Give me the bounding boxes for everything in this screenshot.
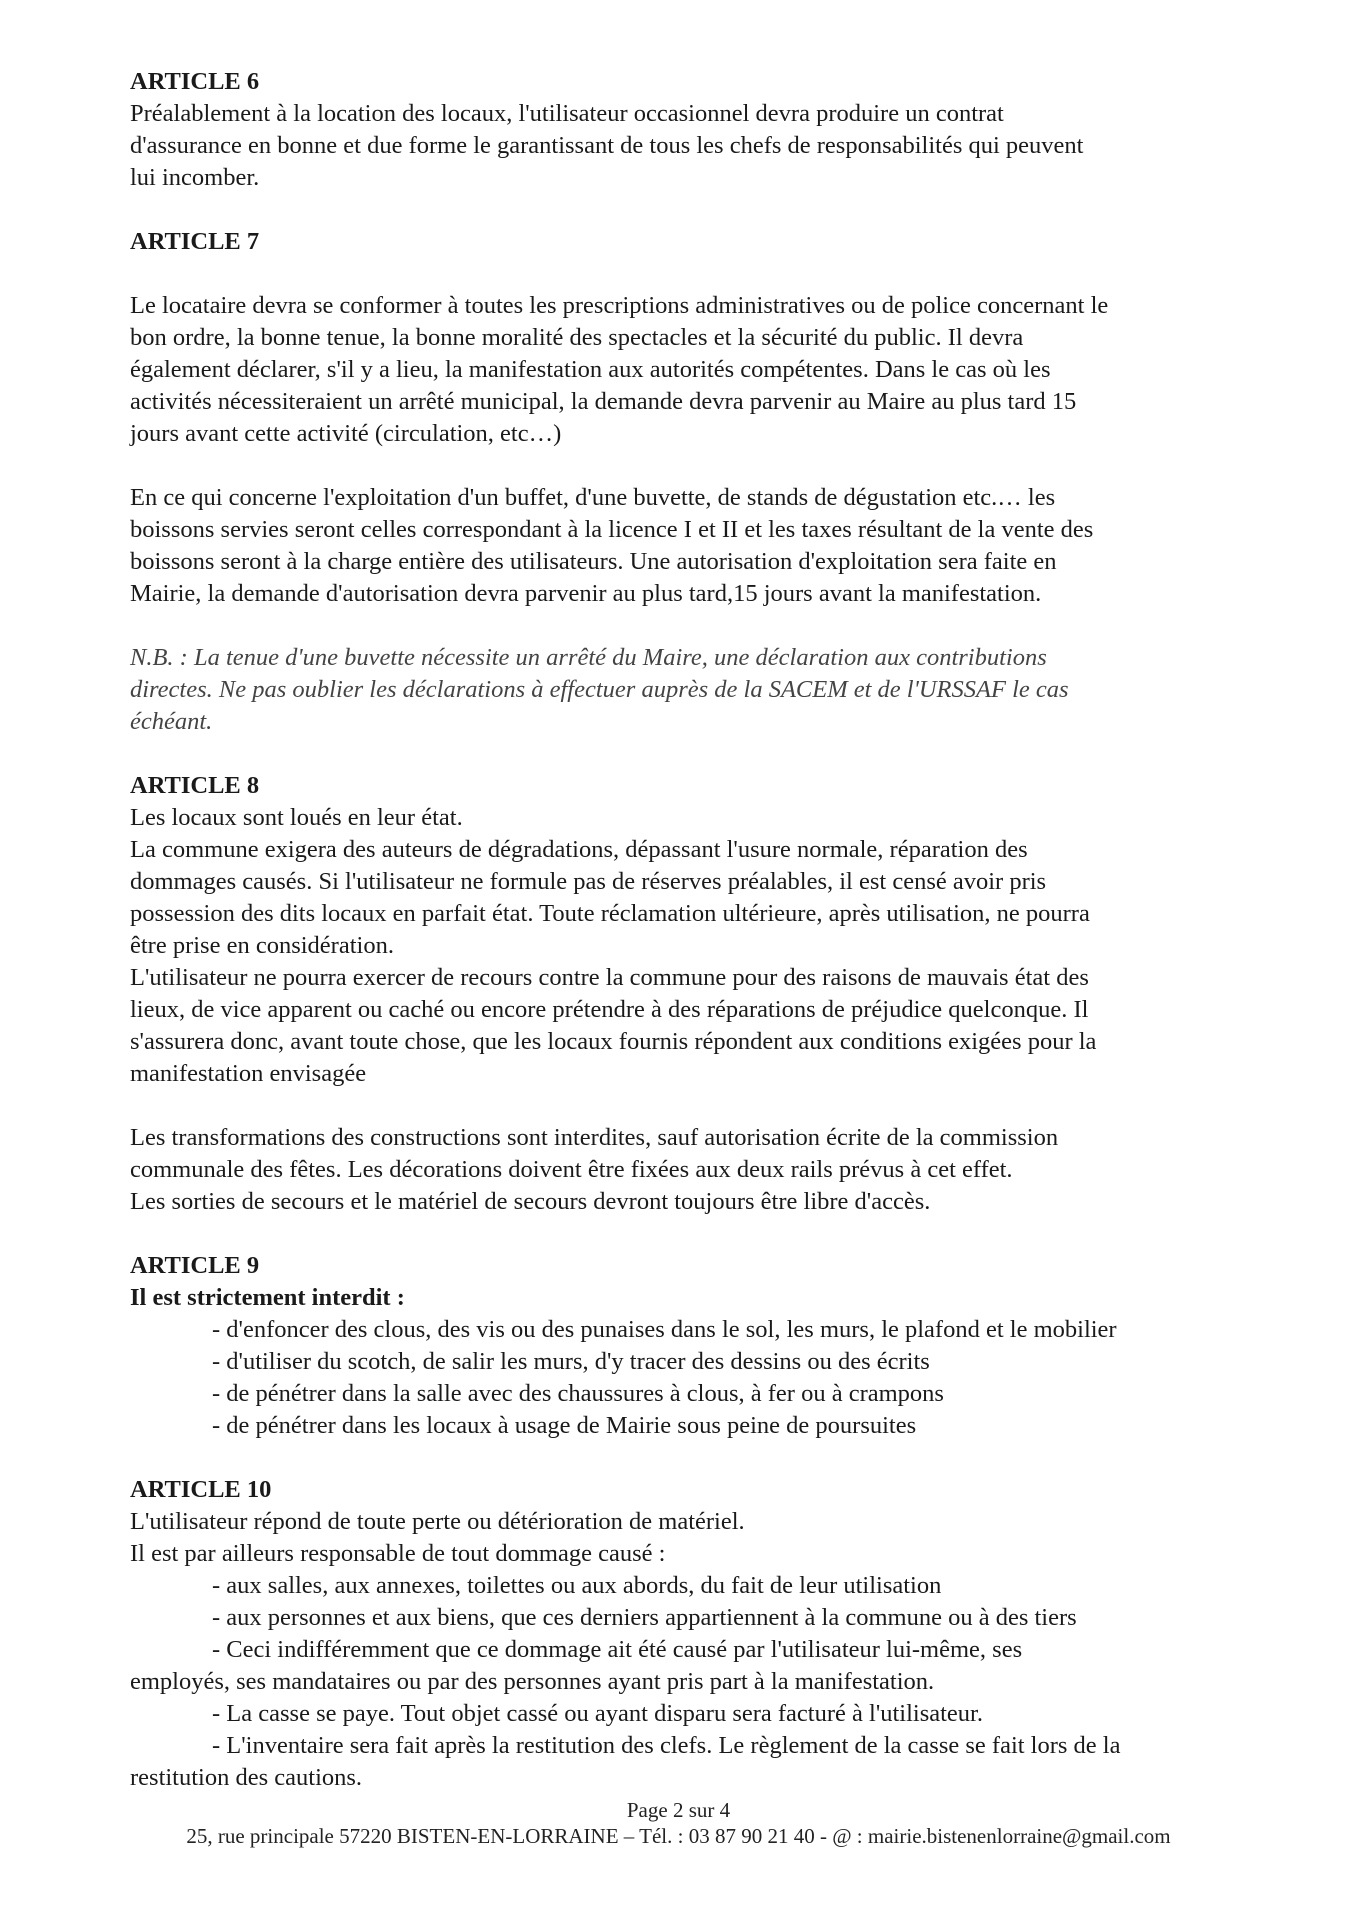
text-line: boissons servies seront celles correspondant à la licence I et II et les taxes résultant de la vente des [130, 516, 1094, 543]
text-line: bon ordre, la bonne tenue, la bonne moralité des spectacles et la sécurité du public. Il devra [130, 324, 1024, 351]
text-line: employés, ses mandataires ou par des personnes ayant pris part à la manifestation. [130, 1668, 935, 1695]
text-line: également déclarer, s'il y a lieu, la manifestation aux autorités compétentes. Dans le cas où les [130, 356, 1051, 383]
article-7-paragraph-1 [130, 290, 1250, 450]
text-line: Préalablement à la location des locaux, l'utilisateur occasionnel devra produire un contrat [130, 100, 1004, 127]
text-line: N.B. : La tenue d'une buvette nécessite un arrêté du Maire, une déclaration aux contributions [130, 644, 1047, 671]
article-9-heading: ARTICLE 9 [130, 1252, 260, 1279]
text-line: Les sorties de secours et le matériel de secours devront toujours être libre d'accès. [130, 1188, 931, 1215]
page-number: Page 2 sur 4 [626, 1798, 731, 1822]
text-line: Le locataire devra se conformer à toutes les prescriptions administratives ou de police concernant le [130, 292, 1109, 319]
text-line: activités nécessiteraient un arrêté municipal, la demande devra parvenir au Maire au plus tard 15 [130, 388, 1077, 415]
list-item: - de pénétrer dans la salle avec des chaussures à clous, à fer ou à crampons [212, 1380, 944, 1407]
list-item: - d'enfoncer des clous, des vis ou des punaises dans le sol, les murs, le plafond et le mobilier [212, 1316, 1117, 1343]
list-item: - Ceci indifféremment que ce dommage ait été causé par l'utilisateur lui-même, ses [212, 1636, 1023, 1663]
text-line: lieux, de vice apparent ou caché ou encore prétendre à des réparations de préjudice quelconque. Il [130, 996, 1089, 1023]
article-10-heading: ARTICLE 10 [130, 1476, 272, 1503]
text-line: dommages causés. Si l'utilisateur ne formule pas de réserves préalables, il est censé avoir pris [130, 868, 1047, 895]
text-line: La commune exigera des auteurs de dégradations, dépassant l'usure normale, réparation des [130, 836, 1028, 863]
text-line: s'assurera donc, avant toute chose, que les locaux fournis répondent aux conditions exigées pour la [130, 1028, 1097, 1055]
text-line: d'assurance en bonne et due forme le garantissant de tous les chefs de responsabilités qui peuvent [130, 132, 1084, 159]
text-line: Les transformations des constructions sont interdites, sauf autorisation écrite de la commission [130, 1124, 1059, 1151]
text-line: Mairie, la demande d'autorisation devra parvenir au plus tard,15 jours avant la manifestation. [130, 580, 1042, 607]
document-body [130, 66, 1250, 1794]
article-6-heading: ARTICLE 6 [130, 68, 260, 95]
list-item: - d'utiliser du scotch, de salir les murs, d'y tracer des dessins ou des écrits [212, 1348, 930, 1375]
list-item: - aux personnes et aux biens, que ces derniers appartiennent à la commune ou à des tiers [212, 1604, 1077, 1631]
text-line: possession des dits locaux en parfait état. Toute réclamation ultérieure, après utilisation, ne pourra [130, 900, 1090, 927]
text-line: communale des fêtes. Les décorations doivent être fixées aux deux rails prévus à cet effet. [130, 1156, 1013, 1183]
article-7-nota-bene [130, 642, 1250, 738]
article-9-intro: Il est strictement interdit : [130, 1284, 405, 1311]
text-line: L'utilisateur ne pourra exercer de recours contre la commune pour des raisons de mauvais état des [130, 964, 1089, 991]
text-line: échéant. [130, 708, 213, 735]
footer-address: 25, rue principale 57220 BISTEN-EN-LORRAINE – Tél. : 03 87 90 21 40 - @ : mairie.bistenenlorraine@gmail.com [186, 1824, 1171, 1848]
text-line: Il est par ailleurs responsable de tout dommage causé : [130, 1540, 666, 1567]
text-line: En ce qui concerne l'exploitation d'un buffet, d'une buvette, de stands de dégustation etc.… les [130, 484, 1056, 511]
text-line: restitution des cautions. [130, 1764, 363, 1791]
article-10-list [130, 1570, 1250, 1666]
article-7-heading: ARTICLE 7 [130, 228, 260, 255]
text-line: Les locaux sont loués en leur état. [130, 804, 463, 831]
text-line: manifestation envisagée [130, 1060, 367, 1087]
text-line: être prise en considération. [130, 932, 394, 959]
article-9-list [130, 1314, 1250, 1442]
article-7-paragraph-2 [130, 482, 1250, 610]
list-item: - L'inventaire sera fait après la restitution des clefs. Le règlement de la casse se fait lors de la [212, 1732, 1121, 1759]
list-item: - aux salles, aux annexes, toilettes ou aux abords, du fait de leur utilisation [212, 1572, 942, 1599]
list-item: - de pénétrer dans les locaux à usage de Mairie sous peine de poursuites [212, 1412, 917, 1439]
article-10-list-2 [130, 1698, 1250, 1762]
article-6-text [130, 98, 1250, 194]
article-8-paragraph-1 [130, 802, 1250, 1090]
text-line: lui incomber. [130, 164, 260, 191]
list-item: - La casse se paye. Tout objet cassé ou ayant disparu sera facturé à l'utilisateur. [212, 1700, 983, 1727]
text-line: boissons seront à la charge entière des utilisateurs. Une autorisation d'exploitation sera faite en [130, 548, 1057, 575]
text-line: jours avant cette activité (circulation, etc…) [130, 420, 562, 447]
article-8-paragraph-2 [130, 1122, 1250, 1218]
text-line: L'utilisateur répond de toute perte ou détérioration de matériel. [130, 1508, 745, 1535]
text-line: directes. Ne pas oublier les déclarations à effectuer auprès de la SACEM et de l'URSSAF le cas [130, 676, 1069, 703]
article-8-heading: ARTICLE 8 [130, 772, 260, 799]
